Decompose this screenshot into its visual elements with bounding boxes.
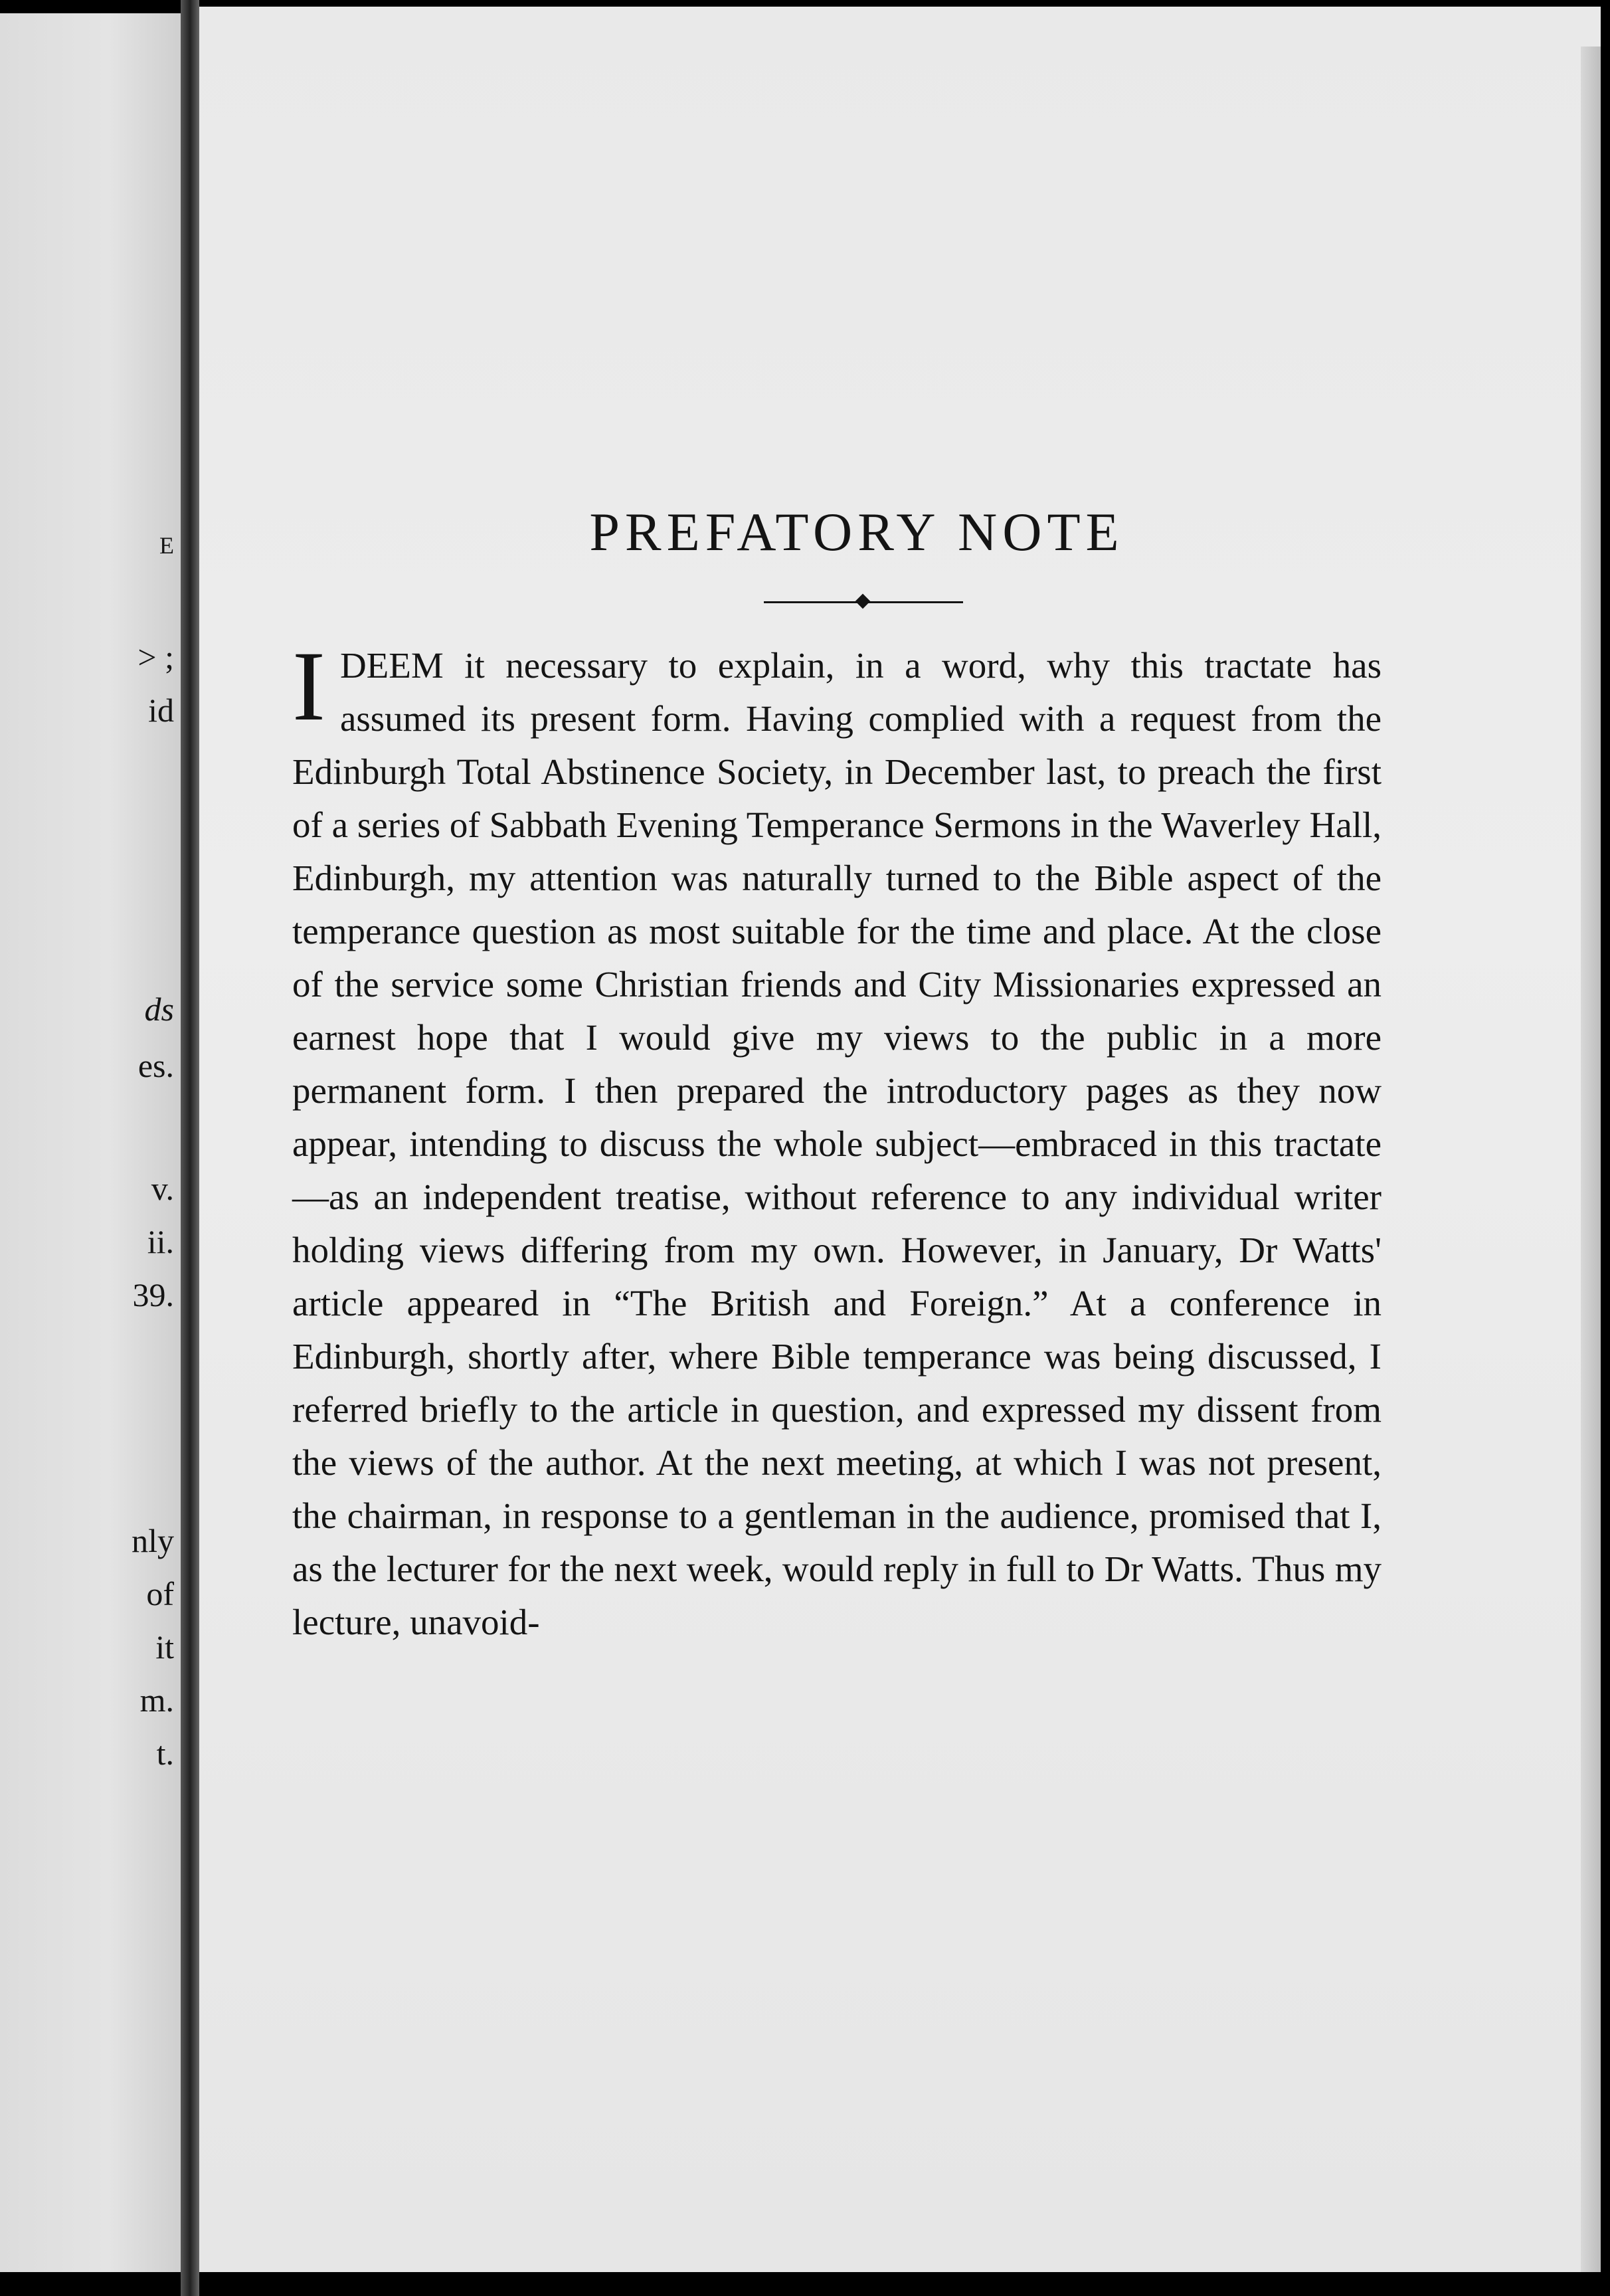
left-fragment: it	[155, 1628, 174, 1666]
left-fragment: v.	[151, 1170, 174, 1207]
left-fragment: es.	[137, 1047, 174, 1084]
ornament-diamond-icon	[855, 594, 871, 609]
body-paragraph	[292, 631, 1382, 1649]
left-fragment: 39.	[132, 1276, 174, 1313]
left-fragment: of	[146, 1575, 174, 1612]
book-gutter	[181, 0, 199, 2296]
left-fragment: > ;	[137, 638, 174, 676]
left-fragment: id	[148, 692, 174, 729]
left-fragment: m.	[139, 1681, 174, 1719]
left-fragment: ds	[144, 991, 174, 1028]
prefatory-note	[292, 502, 1382, 1649]
drop-cap: I	[292, 631, 325, 741]
left-fragment: E	[159, 532, 174, 559]
left-fragment: ii.	[147, 1223, 174, 1260]
left-fragment: t.	[156, 1735, 174, 1772]
body-text: DEEM it necessary to explain, in a word, why this tractate has assumed its present form. Having complied with a request from the Edinburgh Total Abstinence Society, in December last, to preach the first of a series of Sabbath Evening Temperance Sermons in the Waverley Hall, Edinburgh, my attention was naturally turned to the Bible aspect of the temperance question as most suitable for the time and place. At the close of the service some Christian friends and City Missionaries expressed an earnest hope that I would give my views to the public in a more permanent form. I then prepared the introductory pages as they now appear, intending to discuss the whole subject—embraced in this tractate—as an independent treatise, without reference to any individual writer holding views differing from my own. However, in January, Dr Watts' article appeared in “The British and Foreign.” At a conference in Edinburgh, shortly after, where Bible temperance was being discussed, I referred briefly to the article in question, and expressed my dissent from the views of the author. At the next meeting, at which I was not present, the chairman, in response to a gentleman in the audience, promised that I, as the lecturer for the next week, would reply in full to Dr Watts. Thus my lecture, unavoid-	[292, 645, 1382, 1642]
left-fragment: nly	[132, 1522, 174, 1559]
page-edge-shadow	[1581, 47, 1601, 2272]
left-page-text-fragments	[0, 0, 181, 2296]
ornament-rule-icon	[764, 593, 963, 613]
page-title: PREFATORY NOTE	[589, 502, 1124, 562]
